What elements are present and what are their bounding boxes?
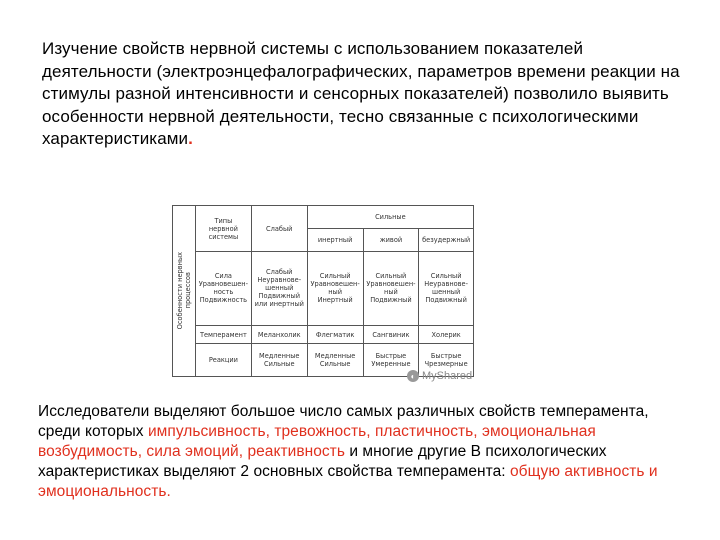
- strong-header: Сильные: [307, 206, 473, 229]
- strong-sub-lively: живой: [363, 229, 419, 252]
- table-row: [173, 325, 474, 344]
- temperament-paragraph: [38, 402, 693, 502]
- table-cell: Медленные Сильные: [251, 344, 307, 377]
- table-cell: Медленные Сильные: [307, 344, 363, 377]
- table-cell: Сильный Неуравнове- шенный Подвижный: [419, 252, 474, 326]
- p2-highlight-1: импульсивность, тревожность, пластичность, эмоциональная возбудимость, сила эмоций, реактивность: [38, 423, 596, 460]
- p2-text-2: и многие другие В психологических характеристиках выделяют 2 основных свойства темперамента:: [38, 443, 607, 480]
- strong-sub-unrestrained: безудержный: [419, 229, 474, 252]
- table-cell: Быстрые Умеренные: [363, 344, 419, 377]
- temperament-table: [172, 205, 474, 377]
- watermark: [407, 370, 472, 382]
- strong-sub-inert: инертный: [307, 229, 363, 252]
- p2-highlight-2: общую активность и эмоциональность.: [38, 463, 658, 500]
- table-cell: Холерик: [419, 325, 474, 344]
- weak-header: Слабый: [251, 206, 307, 252]
- watermark-text: MyShared: [422, 370, 473, 382]
- p2-text-1: Исследователи выделяют большое число самых различных свойств темперамента, среди которых: [38, 403, 649, 440]
- side-label: Особенности нервных процессов: [176, 252, 192, 330]
- row-label: Реакции: [196, 344, 252, 377]
- table-cell: Слабый Неуравнове- шенный Подвижный или инертный: [251, 252, 307, 326]
- nervous-system-types-table: [172, 205, 474, 377]
- myshared-logo-icon: ◐: [407, 370, 419, 382]
- table-cell: Сангвиник: [363, 325, 419, 344]
- table-row: [173, 252, 474, 326]
- intro-paragraph: [42, 38, 692, 151]
- intro-text: Изучение свойств нервной системы с использованием показателей деятельности (электроэнцефалографических, параметров времени реакции на стимулы разной интенсивности и сенсорных показателей) позволило выявить особенности нервной деятельности, тесно связанные с психологическими характеристиками: [42, 39, 680, 148]
- side-label-cell: [173, 206, 196, 377]
- intro-accent-dot: .: [188, 129, 193, 148]
- table-cell: Флегматик: [307, 325, 363, 344]
- row-label: Сила Уравновешен- ность Подвижность: [196, 252, 252, 326]
- table-cell: Меланхолик: [251, 325, 307, 344]
- row-label: Темперамент: [196, 325, 252, 344]
- table-cell: Быстрые Чрезмерные: [419, 344, 474, 377]
- types-header: Типы нервной системы: [196, 206, 252, 252]
- table-cell: Сильный Уравновешен- ный Подвижный: [363, 252, 419, 326]
- table-cell: Сильный Уравновешен- ный Инертный: [307, 252, 363, 326]
